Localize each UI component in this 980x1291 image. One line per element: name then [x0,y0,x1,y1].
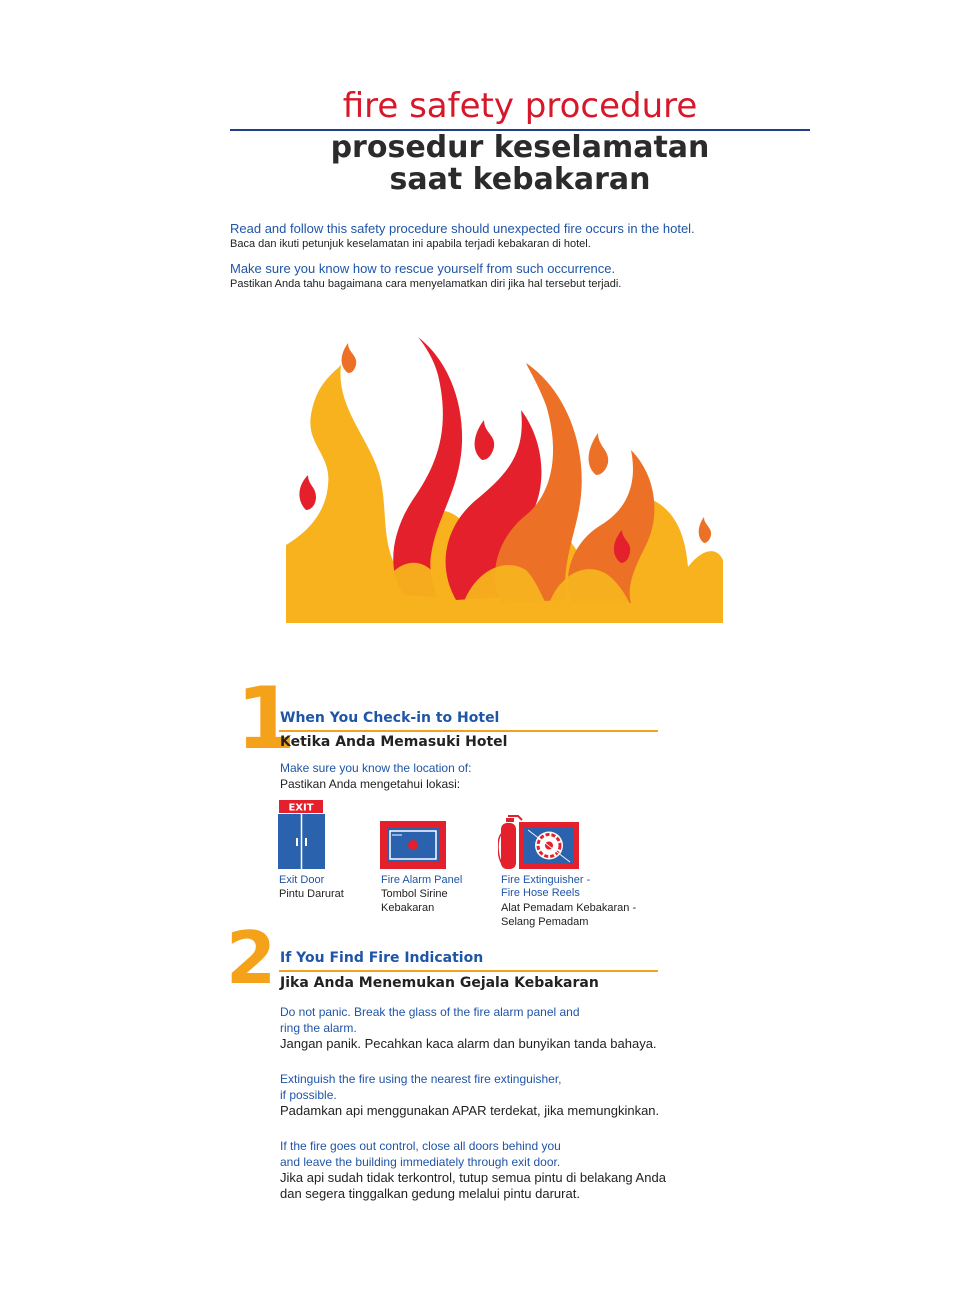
spark-orange-1 [342,343,357,373]
section-2-heading-en: If You Find Fire Indication [280,950,484,966]
flame-illustration [286,335,726,625]
section-1-prompt-en: Make sure you know the location of: [280,761,472,775]
spark-red-2 [475,420,495,460]
section-2-divider [279,970,658,972]
step-2-en-line-1: Extinguish the fire using the nearest fire extinguisher, [280,1072,562,1086]
extinguisher-label-en-2: Fire Hose Reels [501,887,580,899]
fire-extinguisher-hose-icon [498,812,582,870]
step-2 [280,1071,659,1119]
extinguisher-label-id-2: Selang Pemadam [501,916,589,928]
section-1-heading-en: When You Check-in to Hotel [280,710,500,726]
step-1-en-line-2: ring the alarm. [280,1021,357,1035]
intro-text-en-1: Read and follow this safety procedure should unexpected fire occurs in the hotel. [230,221,695,236]
page-subtitle [230,132,810,196]
step-1-en-line-1: Do not panic. Break the glass of the fire alarm panel and [280,1005,580,1019]
intro-text-id-2: Pastikan Anda tahu bagaimana cara menyelamatkan diri jika hal tersebut terjadi. [230,278,622,290]
section-2-number: 2 [226,916,277,1000]
step-2-en-line-2: if possible. [280,1088,337,1102]
step-1-id-line-1: Jangan panik. Pecahkan kaca alarm dan bunyikan tanda bahaya. [280,1036,657,1051]
spark-red-1 [299,475,316,510]
section-1-prompt-id: Pastikan Anda mengetahui lokasi: [280,777,461,791]
fire-alarm-label-id-1: Tombol Sirine [381,888,448,900]
step-2-id-line-1: Padamkan api menggunakan APAR terdekat, jika memungkinkan. [280,1103,660,1118]
extinguisher-label-en-1: Fire Extinguisher - [501,874,591,886]
exit-sign-text: EXIT [288,802,314,814]
exit-door-label-en: Exit Door [279,874,325,886]
step-3-en-line-2: and leave the building immediately through exit door. [280,1155,561,1169]
step-3-id-line-1: Jika api sudah tidak terkontrol, tutup semua pintu di belakang Anda [280,1170,666,1185]
section-2-heading-id: Jika Anda Menemukan Gejala Kebakaran [280,975,599,991]
exit-door-icon [277,800,327,870]
section-1-heading-id: Ketika Anda Memasuki Hotel [280,734,508,750]
step-1 [280,1004,657,1052]
step-3 [280,1138,666,1202]
subtitle-line-1: prosedur keselamatan [330,130,710,165]
extinguisher-label-id-1: Alat Pemadam Kebakaran - [501,902,637,914]
step-3-id-line-2: dan segera tinggalkan gedung melalui pintu darurat. [280,1186,580,1201]
exit-door-label-id: Pintu Darurat [279,888,344,900]
fire-alarm-label-en: Fire Alarm Panel [381,874,463,886]
intro-text-id-1: Baca dan ikuti petunjuk keselamatan ini apabila terjadi kebakaran di hotel. [230,238,591,250]
section-1-number: 1 [236,669,296,769]
section-1-divider [279,730,658,732]
spark-orange-3 [699,517,711,543]
step-3-en-line-1: If the fire goes out control, close all doors behind you [280,1139,561,1153]
fire-alarm-panel-icon [380,821,446,869]
intro-text-en-2: Make sure you know how to rescue yourself from such occurrence. [230,261,616,276]
page-title: fire safety procedure [342,86,698,126]
spark-orange-2 [589,433,609,475]
subtitle-line-2: saat kebakaran [389,162,651,197]
fire-alarm-label-id-2: Kebakaran [381,902,435,914]
